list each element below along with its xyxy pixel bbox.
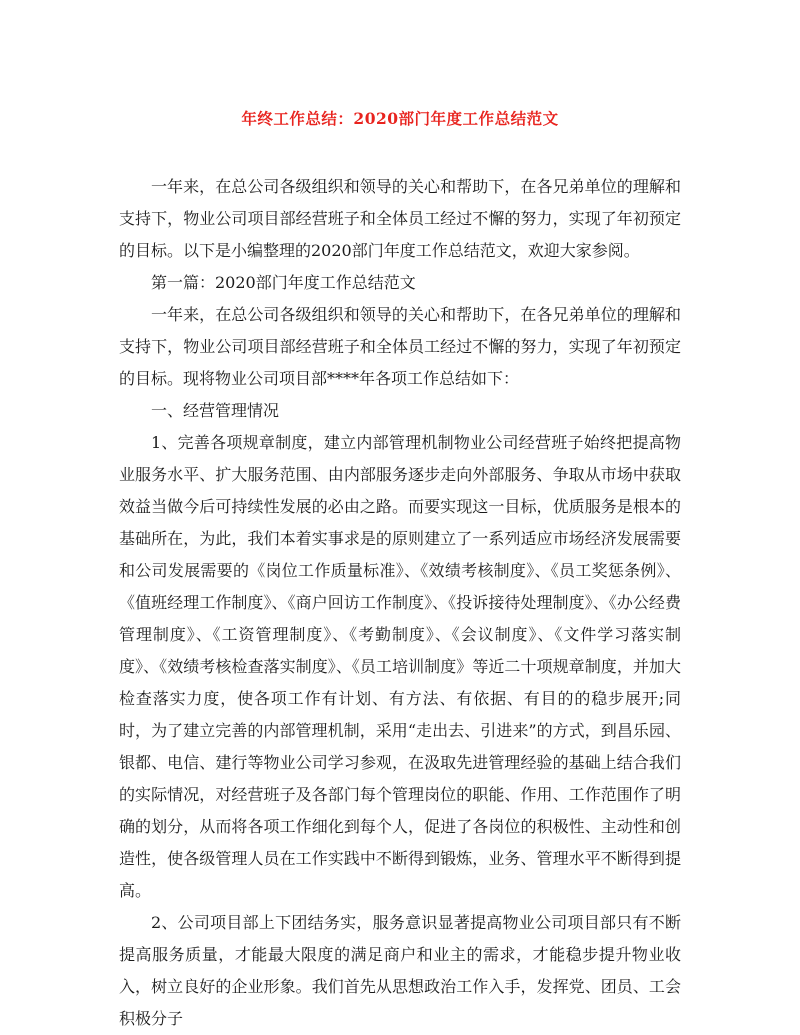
document-body xyxy=(119,171,681,1035)
paragraph-item-1: 1、完善各项规章制度，建立内部管理机制物业公司经营班子始终把提高物业服务水平、扩大服务范围、由内部服务逐步走向外部服务、争取从市场中获取效益当做今后可持续性发展的必由之路。而要实现这一目标，优质服务是根本的基础所在，为此，我们本着实事求是的原则建立了一系列适应市场经济发展需要和公司发展需要的《岗位工作质量标准》、《效绩考核制度》、《员工奖惩条例》、《值班经理工作制度》、《商户回访工作制度》、《投诉接待处理制度》、《办公经费管理制度》、《工资管理制度》、《考勤制度》、《会议制度》、《文件学习落实制度》、《效绩考核检查落实制度》、《员工培训制度》等近二十项规章制度，并加大检查落实力度，使各项工作有计划、有方法、有依据、有目的的稳步展开;同时，为了建立完善的内部管理机制，采用“走出去、引进来”的方式，到昌乐园、银都、电信、建行等物业公司学习参观，在汲取先进管理经验的基础上结合我们的实际情况，对经营班子及各部门每个管理岗位的职能、作用、工作范围作了明确的划分，从而将各项工作细化到每个人，促进了各岗位的积极性、主动性和创造性，使各级管理人员在工作实践中不断得到锻炼，业务、管理水平不断得到提高。 xyxy=(119,433,681,900)
paragraph-item-2: 2、公司项目部上下团结务实，服务意识显著提高物业公司项目部只有不断提高服务质量，才能最大限度的满足商户和业主的需求，才能稳步提升物业收入，树立良好的企业形象。我们首先从思想政治工作入手，发挥党、团员、工会积极分子 xyxy=(119,913,681,1028)
section-heading-part-one: 第一篇：2020部门年度工作总结范文 xyxy=(151,273,416,292)
intro-paragraph: 一年来，在总公司各级组织和领导的关心和帮助下，在各兄弟单位的理解和支持下，物业公司项目部经营班子和全体员工经过不懈的努力，实现了年初预定的目标。以下是小编整理的2020部门年度工作总结范文，欢迎大家参阅。 xyxy=(119,177,681,260)
document-title: 年终工作总结：2020部门年度工作总结范文 xyxy=(241,109,559,128)
part-one-opening-paragraph: 一年来，在总公司各级组织和领导的关心和帮助下，在各兄弟单位的理解和支持下，物业公司项目部经营班子和全体员工经过不懈的努力，实现了年初预定的目标。现将物业公司项目部****年各项工作总结如下： xyxy=(119,305,681,388)
subsection-heading-operations: 一、经营管理情况 xyxy=(151,401,280,420)
